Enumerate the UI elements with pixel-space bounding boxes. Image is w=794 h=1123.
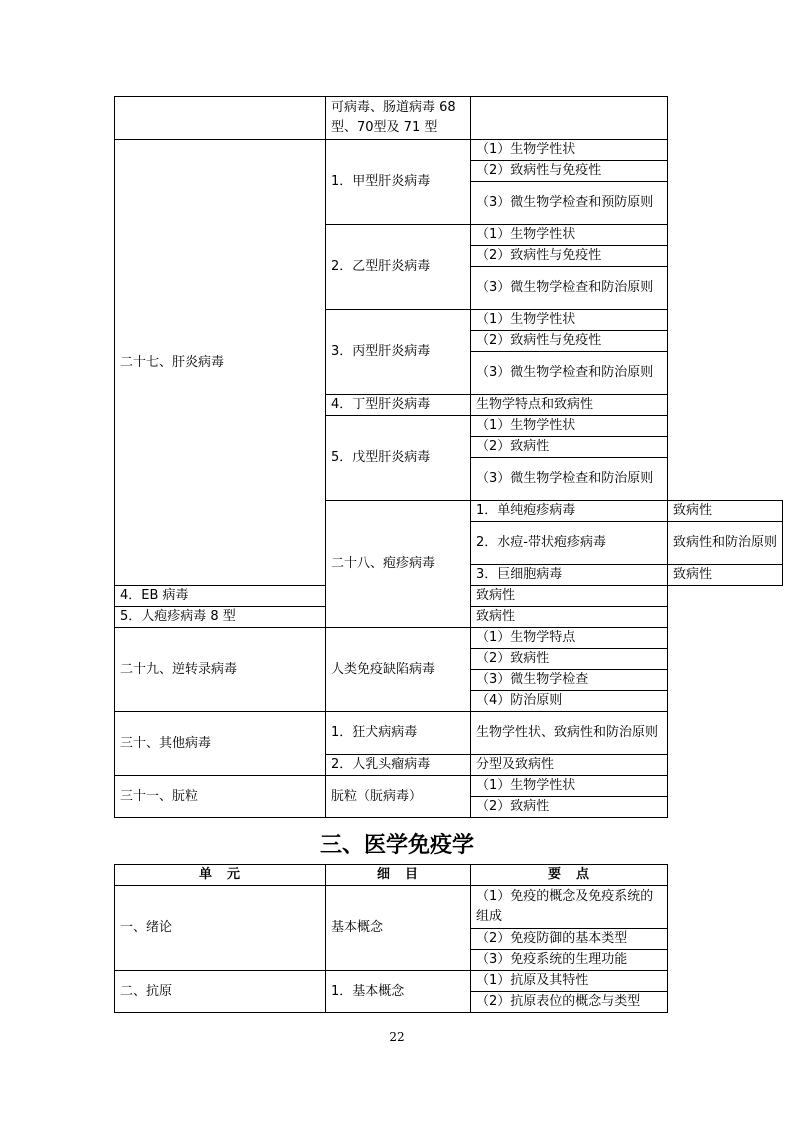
detail-cell: 1．单纯疱疹病毒 (471, 501, 668, 522)
point-cell: （2）致病性 (471, 437, 668, 458)
point-cell: （1）生物学特点 (471, 628, 668, 649)
point-cell: （1）生物学性状 (471, 225, 668, 246)
detail-cell: 3．丙型肝炎病毒 (326, 310, 471, 395)
immunology-table (114, 864, 668, 1013)
point-cell: （1）抗原及其特性 (471, 971, 668, 992)
unit-cell: 三十、其他病毒 (115, 712, 326, 776)
unit-cell: 二、抗原 (115, 971, 326, 1013)
point-cell: （3）微生物学检查和防治原则 (471, 458, 668, 501)
point-cell: （3）微生物学检查和预防原则 (471, 182, 668, 225)
point-cell: （3）微生物学检查和防治原则 (471, 267, 668, 310)
point-cell: （3）微生物学检查 (471, 670, 668, 691)
header-point: 要 点 (471, 865, 668, 886)
point-cell: 生物学性状、致病性和防治原则 (471, 712, 668, 755)
detail-cell: 可病毒、肠道病毒 68 型、70型及 71 型 (326, 97, 471, 140)
unit-cell: 二十七、肝炎病毒 (115, 140, 326, 586)
point-cell: （2）抗原表位的概念与类型 (471, 992, 668, 1013)
point-cell: 致病性 (471, 607, 668, 628)
detail-cell: 4．丁型肝炎病毒 (326, 395, 471, 416)
point-cell: 生物学特点和致病性 (471, 395, 668, 416)
point-cell: （2）免疫防御的基本类型 (471, 929, 668, 950)
unit-cell: 二十九、逆转录病毒 (115, 628, 326, 712)
point-cell (471, 97, 668, 140)
detail-cell: 2．水痘-带状疱疹病毒 (471, 522, 668, 565)
point-cell: 分型及致病性 (471, 755, 668, 776)
detail-cell: 1．基本概念 (326, 971, 471, 1013)
point-cell: （3）微生物学检查和防治原则 (471, 352, 668, 395)
unit-cell (115, 97, 326, 140)
detail-cell: 人类免疫缺陷病毒 (326, 628, 471, 712)
detail-cell: 3．巨细胞病毒 (471, 565, 668, 586)
point-cell: （1）生物学性状 (471, 416, 668, 437)
detail-cell: 基本概念 (326, 886, 471, 971)
unit-cell: 二十八、疱疹病毒 (326, 501, 471, 628)
detail-cell: 朊粒（朊病毒） (326, 776, 471, 818)
header-unit: 单 元 (115, 865, 326, 886)
point-cell: （3）免疫系统的生理功能 (471, 950, 668, 971)
detail-cell: 5．人疱疹病毒 8 型 (115, 607, 326, 628)
point-cell: （2）致病性与免疫性 (471, 161, 668, 182)
point-cell: （1）生物学性状 (471, 310, 668, 331)
point-cell: （1）生物学性状 (471, 776, 668, 797)
point-cell: 致病性 (668, 565, 783, 586)
detail-cell: 2．乙型肝炎病毒 (326, 225, 471, 310)
unit-cell: 三十一、朊粒 (115, 776, 326, 818)
detail-cell: 1．甲型肝炎病毒 (326, 140, 471, 225)
point-cell: （2）致病性 (471, 649, 668, 670)
header-detail: 细 目 (326, 865, 471, 886)
point-cell: （2）致病性与免疫性 (471, 331, 668, 352)
point-cell: 致病性 (471, 586, 668, 607)
detail-cell: 5．戊型肝炎病毒 (326, 416, 471, 501)
page-number: 22 (389, 1030, 405, 1044)
point-cell: （2）致病性与免疫性 (471, 246, 668, 267)
point-cell: 致病性 (668, 501, 783, 522)
point-cell: （4）防治原则 (471, 691, 668, 712)
section-heading: 三、医学免疫学 (319, 832, 474, 858)
detail-cell: 2．人乳头瘤病毒 (326, 755, 471, 776)
point-cell: 致病性和防治原则 (668, 522, 783, 565)
point-cell: （1）生物学性状 (471, 140, 668, 161)
detail-cell: 1．狂犬病病毒 (326, 712, 471, 755)
point-cell: （1）免疫的概念及免疫系统的组成 (471, 886, 668, 929)
detail-cell: 4．EB 病毒 (115, 586, 326, 607)
point-cell: （2）致病性 (471, 797, 668, 818)
microbiology-table (114, 96, 783, 818)
unit-cell: 一、绪论 (115, 886, 326, 971)
